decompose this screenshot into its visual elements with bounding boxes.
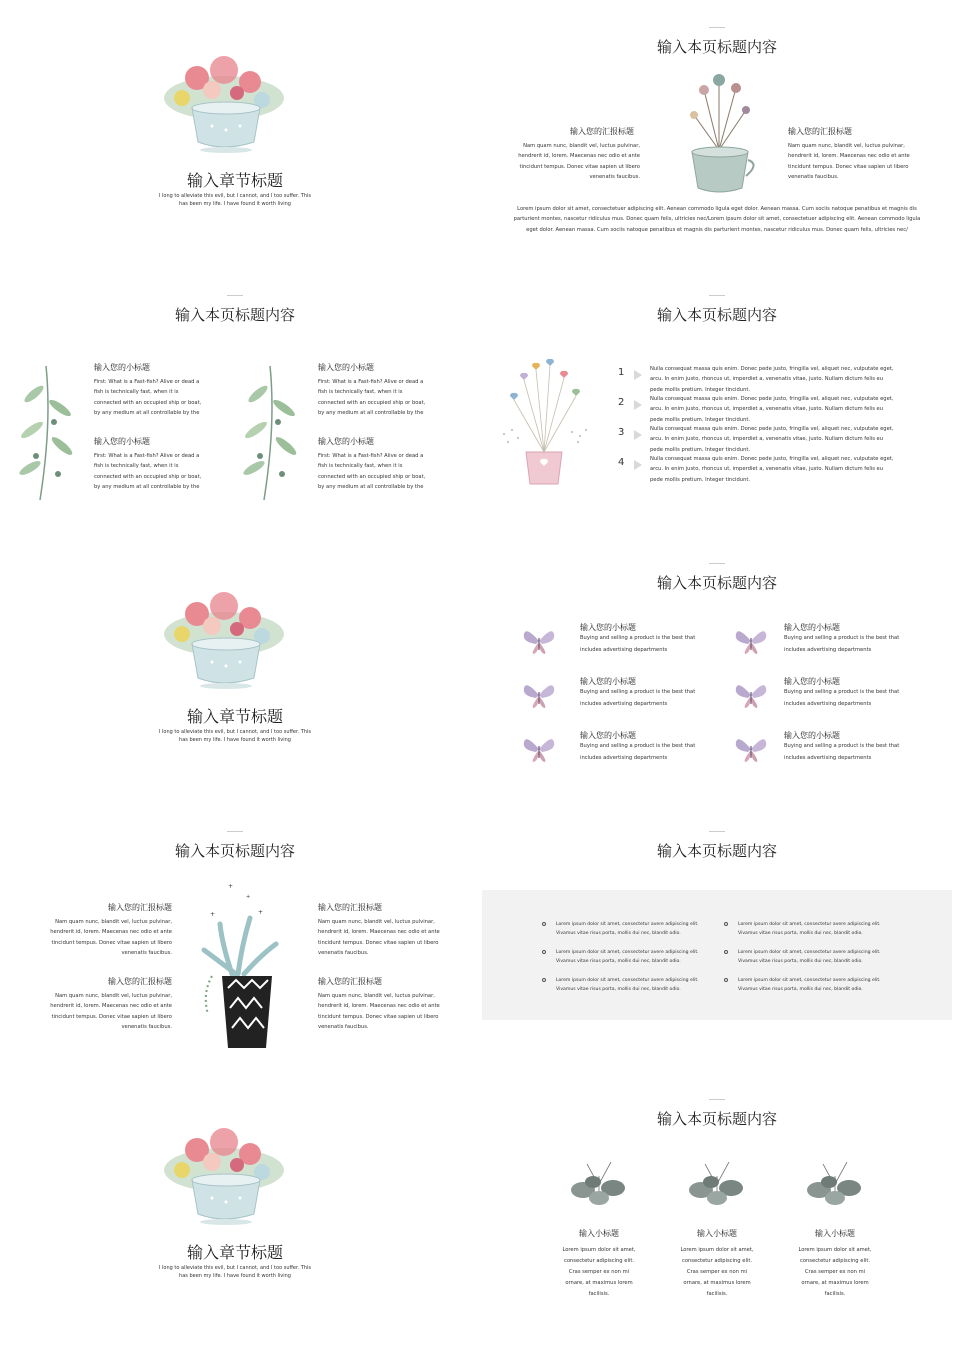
item-number: 4 bbox=[618, 457, 625, 468]
page-title: 输入本页标题内容 bbox=[656, 38, 777, 56]
plant-column bbox=[549, 1156, 649, 1300]
bullet-dot-icon bbox=[542, 922, 546, 926]
bullet-item bbox=[556, 920, 706, 938]
slide-numbered-list bbox=[482, 268, 952, 530]
item-text: First: What is a Fast-fish? Alive or dead a fish is technically fast, when it is connected with an occupied ship or boat, by any medium at all controllable by the bbox=[318, 453, 426, 491]
page-title: 输入本页标题内容 bbox=[656, 1110, 777, 1128]
bullet-text: Lorem ipsum dolor sit amet, consectetur avere adipiscing elit. Vivamus vitae risus porta, mollis dui nec, blandit odio. bbox=[556, 950, 699, 964]
succulent-plant-icon bbox=[569, 1156, 629, 1210]
butterfly-text: Buying and selling a product is the best that includes advertising departments bbox=[784, 743, 900, 761]
butterfly-text: Buying and selling a product is the best that includes advertising departments bbox=[580, 689, 696, 707]
title-divider bbox=[709, 295, 725, 296]
butterfly-item bbox=[734, 676, 924, 716]
butterfly-heading: 输入您的小标题 bbox=[784, 623, 840, 632]
slide-two-reports bbox=[482, 0, 952, 262]
item-block bbox=[94, 362, 206, 419]
butterfly-text: Buying and selling a product is the best that includes advertising departments bbox=[784, 689, 900, 707]
item-number: 1 bbox=[618, 367, 625, 378]
slide-chapter-1 bbox=[0, 0, 470, 262]
list-item bbox=[618, 424, 918, 454]
plant-heading: 输入小标题 bbox=[697, 1229, 737, 1238]
item-text: First: What is a Fast-fish? Alive or dead a fish is technically fast, when it is connected with an occupied ship or boat, by any medium at all controllable by the bbox=[318, 379, 426, 417]
olive-branch-left-illustration bbox=[18, 364, 78, 504]
plant-column bbox=[785, 1156, 885, 1300]
report-text: Nam quam nunc, blandit vel, luctus pulvinar, hendrerit id, lorem. Maecenas nec odio et ante tincidunt tempus. Donec vitae sapien ut libero venenatis faucibus. bbox=[50, 993, 172, 1031]
item-number: 3 bbox=[618, 427, 625, 438]
butterfly-heading: 输入您的小标题 bbox=[784, 677, 840, 686]
item-number: 2 bbox=[618, 397, 625, 408]
butterfly-heading: 输入您的小标题 bbox=[580, 731, 636, 740]
plant-text: Lorem ipsum dolor sit amet, consectetur adipiscing elit. Cras semper ex non mi ornare, at maximus lorem facilisis. bbox=[562, 1247, 636, 1297]
item-block bbox=[318, 436, 430, 493]
item-text: Nulla consequat massa quis enim. Donec pede justo, fringilla vel, aliquet nec, vulputate eget, arcu. In enim justo, rhoncus ut, imperdiet a, venenatis vitae, justo. Nullam dictum felis eu pede mollis pretium. Integer tincidunt. bbox=[650, 426, 894, 453]
butterfly-icon bbox=[522, 626, 556, 656]
butterfly-item bbox=[522, 730, 712, 770]
report-text-right: Nam quam nunc, blandit vel, luctus pulvinar, hendrerit id, lorem. Maecenas nec odio et ante tincidunt tempus. Donec vitae sapien ut libero venenatis faucibus. bbox=[788, 143, 910, 181]
report-text-left: Nam quam nunc, blandit vel, luctus pulvinar, hendrerit id, lorem. Maecenas nec odio et ante tincidunt tempus. Donec vitae sapien ut libero venenatis faucibus. bbox=[518, 143, 640, 181]
list-item bbox=[618, 454, 918, 484]
chapter-desc: I long to alleviate this evil, but I cannot, and I too suffer. This has been my life. I have found it worth living bbox=[158, 193, 312, 207]
triangle-icon bbox=[634, 370, 642, 380]
plant-column bbox=[667, 1156, 767, 1300]
numbered-list bbox=[618, 364, 918, 484]
item-text: Nulla consequat massa quis enim. Donec pede justo, fringilla vel, aliquet nec, vulputate eget, arcu. In enim justo, rhoncus ut, imperdiet a, venenatis vitae, justo. Nullam dictum felis eu pede mollis pretium. Integer tincidunt. bbox=[650, 396, 894, 423]
bullet-dot-icon bbox=[724, 978, 728, 982]
chapter-title: 输入章节标题 bbox=[186, 171, 283, 190]
title-divider bbox=[709, 831, 725, 832]
title-divider bbox=[227, 295, 243, 296]
flower-cup-illustration bbox=[142, 38, 312, 158]
triangle-icon bbox=[634, 460, 642, 470]
butterfly-icon bbox=[522, 680, 556, 710]
succulent-plant-icon bbox=[687, 1156, 747, 1210]
slide-chapter-3 bbox=[0, 1072, 470, 1334]
report-block bbox=[318, 976, 450, 1033]
bullet-text: Lorem ipsum dolor sit amet, consectetur avere adipiscing elit. Vivamus vitae risus porta, mollis dui nec, blandit odio. bbox=[738, 950, 881, 964]
item-block bbox=[318, 362, 430, 419]
bullet-dot-icon bbox=[542, 950, 546, 954]
butterfly-icon bbox=[522, 734, 556, 764]
bullet-dot-icon bbox=[724, 950, 728, 954]
bullet-dot-icon bbox=[542, 978, 546, 982]
butterfly-item bbox=[734, 730, 924, 770]
item-heading: 输入您的小标题 bbox=[318, 363, 374, 372]
bullet-text: Lorem ipsum dolor sit amet, consectetur avere adipiscing elit. Vivamus vitae risus porta, mollis dui nec, blandit odio. bbox=[556, 922, 699, 936]
svg-text:+: + bbox=[210, 911, 216, 918]
slide-four-reports bbox=[0, 804, 470, 1066]
succulent-plant-icon bbox=[805, 1156, 865, 1210]
butterfly-icon bbox=[734, 626, 768, 656]
slide-chapter-2 bbox=[0, 536, 470, 798]
report-block bbox=[40, 902, 172, 959]
butterfly-icon bbox=[734, 680, 768, 710]
page-title: 输入本页标题内容 bbox=[656, 842, 777, 860]
plant-heading: 输入小标题 bbox=[815, 1229, 855, 1238]
page-title: 输入本页标题内容 bbox=[174, 842, 295, 860]
butterfly-item bbox=[522, 622, 712, 662]
report-heading-left: 输入您的汇报标题 bbox=[570, 127, 634, 136]
bullet-dot-icon bbox=[724, 922, 728, 926]
bullet-item bbox=[556, 976, 706, 994]
chapter-title: 输入章节标题 bbox=[186, 1243, 283, 1262]
report-text: Nam quam nunc, blandit vel, luctus pulvinar, hendrerit id, lorem. Maecenas nec odio et ante tincidunt tempus. Donec vitae sapien ut libero venenatis faucibus. bbox=[50, 919, 172, 957]
chapter-title: 输入章节标题 bbox=[186, 707, 283, 726]
page-title: 输入本页标题内容 bbox=[174, 306, 295, 324]
plant-text: Lorem ipsum dolor sit amet, consectetur adipiscing elit. Cras semper ex non mi ornare, at maximus lorem facilisis. bbox=[798, 1247, 872, 1297]
list-item bbox=[618, 364, 918, 394]
report-block bbox=[318, 902, 450, 959]
bullet-item bbox=[738, 920, 888, 938]
butterfly-heading: 输入您的小标题 bbox=[580, 623, 636, 632]
plant-text: Lorem ipsum dolor sit amet, consectetur adipiscing elit. Cras semper ex non mi ornare, at maximus lorem facilisis. bbox=[680, 1247, 754, 1297]
bullet-text: Lorem ipsum dolor sit amet, consectetur avere adipiscing elit. Vivamus vitae risus porta, mollis dui nec, blandit odio. bbox=[738, 922, 881, 936]
report-heading: 输入您的汇报标题 bbox=[108, 977, 172, 986]
plant-heading: 输入小标题 bbox=[579, 1229, 619, 1238]
item-heading: 输入您的小标题 bbox=[94, 363, 150, 372]
butterfly-heading: 输入您的小标题 bbox=[784, 731, 840, 740]
butterfly-text: Buying and selling a product is the best that includes advertising departments bbox=[580, 743, 696, 761]
svg-text:+: + bbox=[228, 883, 234, 890]
bullet-item bbox=[738, 948, 888, 966]
title-divider bbox=[709, 27, 725, 28]
chapter-desc: I long to alleviate this evil, but I cannot, and I too suffer. This has been my life. I have found it worth living bbox=[158, 729, 312, 743]
svg-text:+: + bbox=[246, 894, 251, 900]
item-text: First: What is a Fast-fish? Alive or dead a fish is technically fast, when it is connected with an occupied ship or boat, by any medium at all controllable by the bbox=[94, 453, 202, 491]
butterfly-text: Buying and selling a product is the best that includes advertising departments bbox=[580, 635, 696, 653]
bottom-paragraph: Lorem ipsum dolor sit amet, consectetuer adipiscing elit. Aenean commodo ligula eget dolor. Aenean massa. Cum sociis natoque penatibus et magnis dis parturient montes, nascetur ridiculus mus. Donec quam felis, ultricies nec/Lorem ipsum dolor sit amet, consectetuer adipiscing elit. Aenean commodo ligula eget dolor. Aenean massa. Cum sociis natoque penatibus et magnis dis parturient montes, nascetur ridiculus mus. Donec quam felis, ultricies nec/ bbox=[513, 206, 921, 233]
list-item bbox=[618, 394, 918, 424]
bullet-item bbox=[556, 948, 706, 966]
triangle-icon bbox=[634, 430, 642, 440]
item-text: Nulla consequat massa quis enim. Donec pede justo, fringilla vel, aliquet nec, vulputate eget, arcu. In enim justo, rhoncus ut, imperdiet a, venenatis vitae, justo. Nullam dictum felis eu pede mollis pretium. Integer tincidunt. bbox=[650, 456, 894, 483]
butterfly-text: Buying and selling a product is the best that includes advertising departments bbox=[784, 635, 900, 653]
slide-three-plants bbox=[482, 1072, 952, 1334]
bullet-item bbox=[738, 976, 888, 994]
bullet-text: Lorem ipsum dolor sit amet, consectetur avere adipiscing elit. Vivamus vitae risus porta, mollis dui nec, blandit odio. bbox=[738, 978, 881, 992]
slide-butterflies bbox=[482, 536, 952, 798]
report-text: Nam quam nunc, blandit vel, luctus pulvinar, hendrerit id, lorem. Maecenas nec odio et ante tincidunt tempus. Donec vitae sapien ut libero venenatis faucibus. bbox=[318, 919, 440, 957]
slide-four-items bbox=[0, 268, 470, 530]
butterfly-heading: 输入您的小标题 bbox=[580, 677, 636, 686]
item-block bbox=[94, 436, 206, 493]
gray-panel bbox=[482, 890, 952, 1020]
report-heading: 输入您的汇报标题 bbox=[318, 977, 382, 986]
title-divider bbox=[709, 1099, 725, 1100]
slide-bullet-panel bbox=[482, 804, 952, 1066]
report-heading-right: 输入您的汇报标题 bbox=[788, 127, 852, 136]
item-heading: 输入您的小标题 bbox=[94, 437, 150, 446]
triangle-icon bbox=[634, 400, 642, 410]
item-heading: 输入您的小标题 bbox=[318, 437, 374, 446]
olive-branch-right-illustration bbox=[242, 364, 302, 504]
butterfly-icon bbox=[734, 734, 768, 764]
heart-plant-pot-illustration bbox=[494, 360, 594, 490]
page-title: 输入本页标题内容 bbox=[656, 574, 777, 592]
flower-cup-illustration bbox=[142, 1110, 312, 1230]
butterfly-item bbox=[734, 622, 924, 662]
report-heading: 输入您的汇报标题 bbox=[318, 903, 382, 912]
report-heading: 输入您的汇报标题 bbox=[108, 903, 172, 912]
item-text: Nulla consequat massa quis enim. Donec pede justo, fringilla vel, aliquet nec, vulputate eget, arcu. In enim justo, rhoncus ut, imperdiet a, venenatis vitae, justo. Nullam dictum felis eu pede mollis pretium. Integer tincidunt. bbox=[650, 366, 894, 393]
svg-text:+: + bbox=[258, 909, 264, 916]
page-title: 输入本页标题内容 bbox=[656, 306, 777, 324]
title-divider bbox=[709, 563, 725, 564]
report-block bbox=[40, 976, 172, 1033]
butterfly-item bbox=[522, 676, 712, 716]
dried-flower-cup-illustration bbox=[674, 70, 764, 200]
flower-cup-illustration bbox=[142, 574, 312, 694]
chapter-desc: I long to alleviate this evil, but I cannot, and I too suffer. This has been my life. I have found it worth living bbox=[158, 1265, 312, 1279]
bullet-text: Lorem ipsum dolor sit amet, consectetur avere adipiscing elit. Vivamus vitae risus porta, mollis dui nec, blandit odio. bbox=[556, 978, 699, 992]
title-divider bbox=[227, 831, 243, 832]
report-text: Nam quam nunc, blandit vel, luctus pulvinar, hendrerit id, lorem. Maecenas nec odio et ante tincidunt tempus. Donec vitae sapien ut libero venenatis faucibus. bbox=[318, 993, 440, 1031]
item-text: First: What is a Fast-fish? Alive or dead a fish is technically fast, when it is connected with an occupied ship or boat, by any medium at all controllable by the bbox=[94, 379, 202, 417]
patterned-pot-plant-illustration bbox=[192, 884, 292, 1054]
